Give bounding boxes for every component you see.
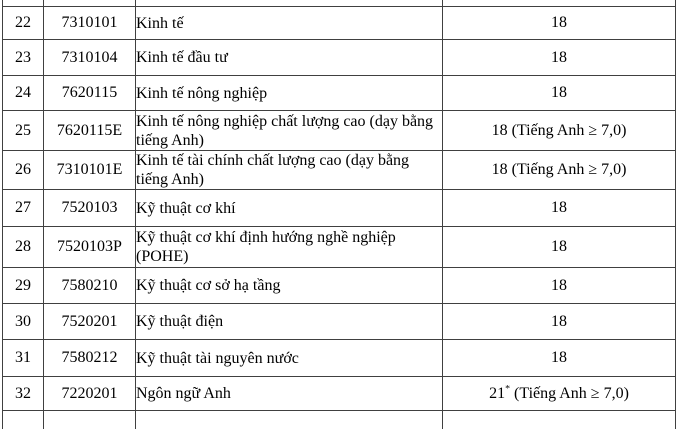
major-code-cell: 7310101 <box>44 7 136 40</box>
row-number-cell: 27 <box>3 190 44 227</box>
score-note: (Tiếng Anh ≥ 7,0) <box>510 384 629 402</box>
row-number-cell <box>3 411 44 429</box>
major-code-cell: 7580210 <box>44 268 136 304</box>
major-name-cell: Ngôn ngữ Anh <box>136 377 443 411</box>
score-note: (Tiếng Anh ≥ 7,0) <box>507 161 627 178</box>
score-cell <box>443 304 676 340</box>
table-row <box>3 227 676 268</box>
row-number-cell: 23 <box>3 40 44 76</box>
score-cell <box>443 111 676 151</box>
table-row <box>3 377 676 411</box>
score-value: 18 <box>551 276 567 294</box>
row-number-cell: 25 <box>3 111 44 151</box>
table-row <box>3 111 676 151</box>
row-number-cell: 24 <box>3 76 44 111</box>
table-row <box>3 7 676 40</box>
major-name-cell: Kỹ thuật điện <box>136 304 443 340</box>
row-number-cell: 22 <box>3 7 44 40</box>
score-cell <box>443 227 676 268</box>
major-name-cell: Kinh tế tài chính chất lượng cao (dạy bằng tiếng Anh) <box>136 151 443 190</box>
score-cell <box>443 268 676 304</box>
major-code-cell: 7520201 <box>44 304 136 340</box>
table-row <box>3 151 676 190</box>
score-value: 18 <box>551 14 567 31</box>
major-name-cell: Kỹ thuật tài nguyên nước <box>136 340 443 377</box>
score-cell <box>443 340 676 377</box>
major-name-cell: Kỹ thuật cơ khí <box>136 190 443 227</box>
score-value: 18 <box>491 161 508 178</box>
table-row <box>3 304 676 340</box>
major-name-cell: Kinh tế nông nghiệp chất lượng cao (dạy bằng tiếng Anh) <box>136 111 443 151</box>
score-cell <box>443 7 676 40</box>
score-cell <box>443 76 676 111</box>
major-code-cell <box>44 411 136 429</box>
score-cell <box>443 377 676 411</box>
score-value: 18 <box>551 312 567 330</box>
score-value: 18 <box>551 349 567 366</box>
table-row <box>3 190 676 227</box>
row-number-cell: 29 <box>3 268 44 304</box>
score-cell <box>443 151 676 190</box>
row-number-cell: 26 <box>3 151 44 190</box>
row-number-cell: 30 <box>3 304 44 340</box>
score-cell <box>443 40 676 76</box>
major-code-cell: 7620115 <box>44 76 136 111</box>
major-code-cell: 7520103P <box>44 227 136 268</box>
major-name-cell <box>136 411 443 429</box>
table-row <box>3 76 676 111</box>
score-value: 18 <box>491 121 508 139</box>
major-name-cell: Kinh tế nông nghiệp <box>136 76 443 111</box>
table-row <box>3 268 676 304</box>
major-code-cell: 7220201 <box>44 377 136 411</box>
score-note: (Tiếng Anh ≥ 7,0) <box>507 121 627 139</box>
score-value: 18 <box>551 238 567 255</box>
table-row-clipped-bottom <box>3 411 676 429</box>
row-number-cell: 28 <box>3 227 44 268</box>
major-code-cell: 7520103 <box>44 190 136 227</box>
score-value: 21 <box>489 384 506 402</box>
score-value: 18 <box>551 84 567 101</box>
major-name-cell: Kỹ thuật cơ khí định hướng nghề nghiệp (POHE) <box>136 227 443 268</box>
major-code-cell: 7620115E <box>44 111 136 151</box>
table-row <box>3 40 676 76</box>
score-cell <box>443 411 676 429</box>
score-value: 18 <box>551 199 567 216</box>
admission-scores-table <box>2 0 676 429</box>
major-name-cell: Kỹ thuật cơ sở hạ tầng <box>136 268 443 304</box>
major-code-cell: 7580212 <box>44 340 136 377</box>
major-code-cell: 7310104 <box>44 40 136 76</box>
table-row <box>3 340 676 377</box>
score-value: 18 <box>551 48 567 66</box>
major-name-cell: Kinh tế <box>136 7 443 40</box>
score-asterisk: * <box>505 383 511 395</box>
row-number-cell: 31 <box>3 340 44 377</box>
row-number-cell: 32 <box>3 377 44 411</box>
major-name-cell: Kinh tế đầu tư <box>136 40 443 76</box>
score-cell <box>443 190 676 227</box>
major-code-cell: 7310101E <box>44 151 136 190</box>
